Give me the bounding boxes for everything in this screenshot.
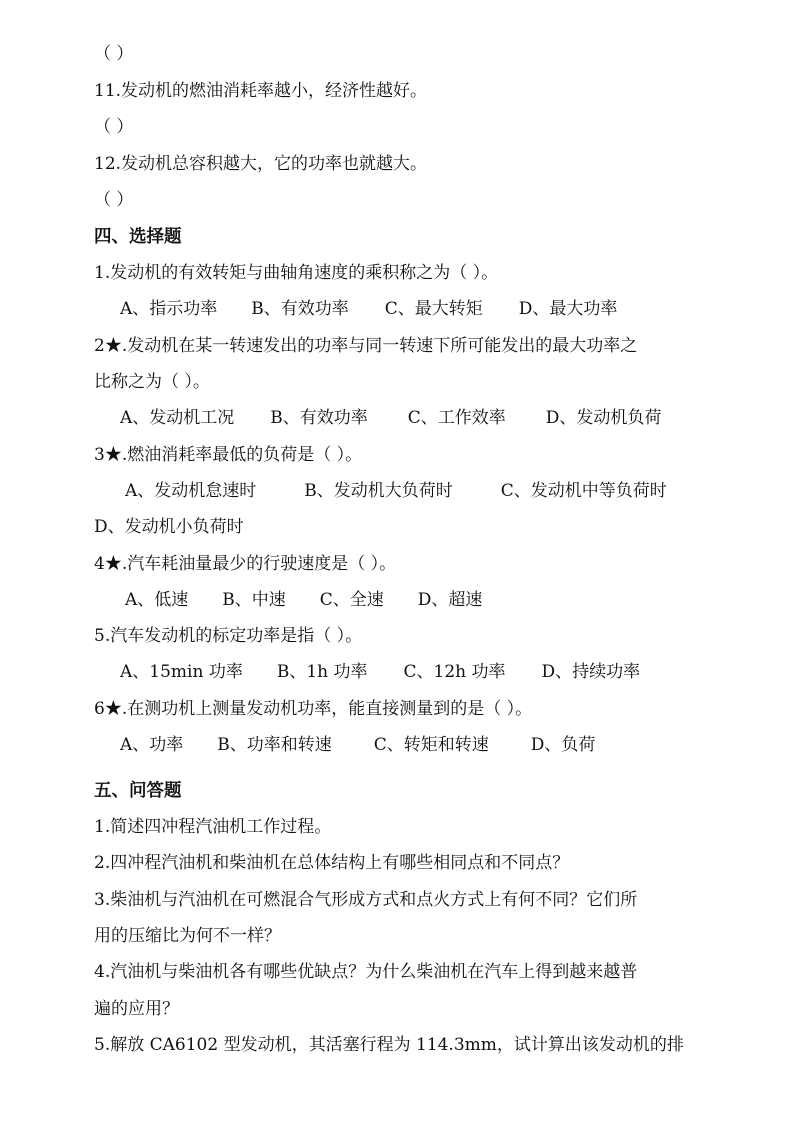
- question-qa-4-cont: 遍的应用？: [94, 999, 179, 1019]
- option: D、持续功率: [541, 662, 641, 682]
- answer-blank: （ ）: [94, 117, 134, 137]
- answer-blank: （ ）: [94, 44, 134, 64]
- section-heading-qa: 五、问答题: [94, 781, 182, 801]
- options-q2: [120, 407, 661, 429]
- option: D、最大功率: [518, 299, 618, 319]
- option: D、超速: [417, 590, 483, 610]
- option: C、发动机中等负荷时: [500, 481, 667, 501]
- options-q1: [120, 298, 617, 320]
- question-choice-4: 4★.汽车耗油量最少的行驶速度是（ ）。: [94, 554, 397, 574]
- question-tf-12: 12.发动机总容积越大，它的功率也就越大。: [94, 154, 428, 174]
- option: C、工作效率: [407, 408, 506, 428]
- option: B、1h 功率: [276, 662, 368, 682]
- question-choice-6: 6★.在测功机上测量发动机功率，能直接测量到的是（ ）。: [94, 699, 533, 719]
- option: B、有效功率: [251, 299, 349, 319]
- option: C、12h 功率: [403, 662, 506, 682]
- option: A、指示功率: [120, 299, 218, 319]
- section-heading-choice: 四、选择题: [94, 227, 182, 247]
- option: C、全速: [319, 590, 384, 610]
- options-q3: [125, 480, 667, 502]
- question-qa-3-cont: 用的压缩比为何不一样？: [94, 926, 281, 946]
- option: B、有效功率: [270, 408, 368, 428]
- option: A、发动机怠速时: [125, 481, 257, 501]
- question-tf-11: 11.发动机的燃油消耗率越小，经济性越好。: [94, 81, 428, 101]
- question-choice-2-cont: 比称之为（ ）。: [94, 372, 210, 392]
- question-choice-3: 3★.燃油消耗率最低的负荷是（ ）。: [94, 445, 363, 465]
- option: B、功率和转速: [217, 735, 332, 755]
- options-q4: [125, 589, 482, 611]
- option: A、功率: [120, 735, 184, 755]
- question-qa-2: 2.四冲程汽油机和柴油机在总体结构上有哪些相同点和不同点？: [94, 853, 570, 873]
- option: A、低速: [125, 590, 189, 610]
- question-choice-2: 2★.发动机在某一转速发出的功率与同一转速下所可能发出的最大功率之: [94, 336, 638, 356]
- option: A、15min 功率: [120, 662, 243, 682]
- question-qa-3: 3.柴油机与汽油机在可燃混合气形成方式和点火方式上有何不同？它们所: [94, 890, 638, 910]
- options-q3-d: D、发动机小负荷时: [94, 517, 244, 537]
- question-choice-5: 5.汽车发动机的标定功率是指（ ）。: [94, 626, 363, 646]
- option: D、发动机负荷: [545, 408, 662, 428]
- question-choice-1: 1.发动机的有效转矩与曲轴角速度的乘积称之为（ ）。: [94, 263, 499, 283]
- option: D、负荷: [530, 735, 596, 755]
- option: A、发动机工况: [120, 408, 235, 428]
- options-q5: [120, 661, 640, 683]
- option: B、中速: [222, 590, 286, 610]
- question-qa-5: 5.解放 CA6102 型发动机，其活塞行程为 114.3mm，试计算出该发动机的排: [94, 1035, 684, 1055]
- option: B、发动机大负荷时: [304, 481, 453, 501]
- question-qa-4: 4.汽油机与柴油机各有哪些优缺点？为什么柴油机在汽车上得到越来越普: [94, 962, 638, 982]
- answer-blank: （ ）: [94, 190, 134, 210]
- options-q6: [120, 734, 595, 756]
- option: C、最大转矩: [384, 299, 483, 319]
- option: C、转矩和转速: [373, 735, 489, 755]
- question-qa-1: 1.简述四冲程汽油机工作过程。: [94, 817, 332, 837]
